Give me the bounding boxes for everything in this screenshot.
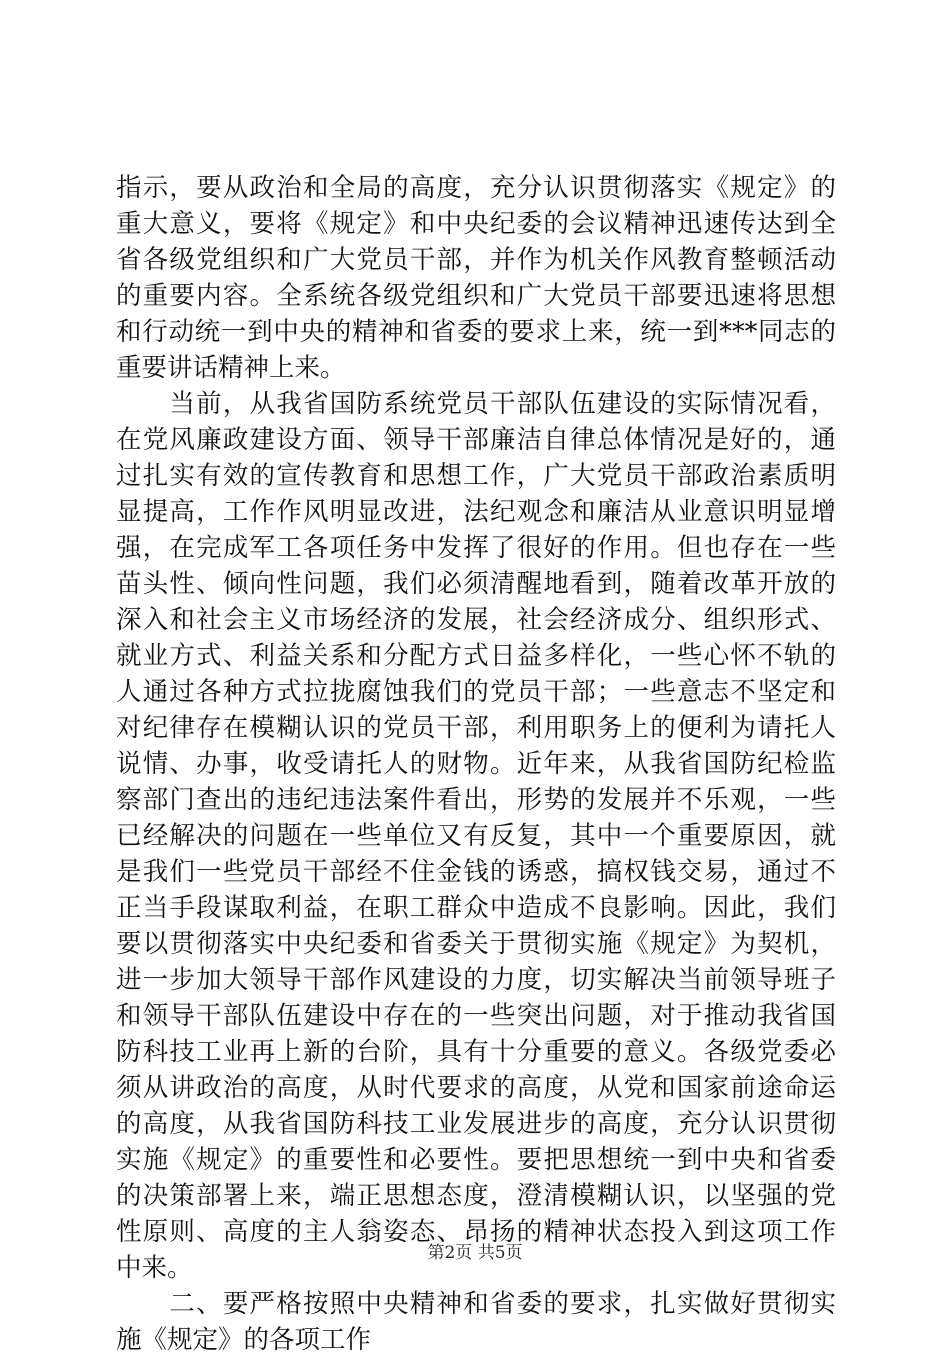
text-line: 进一步加大领导干部作风建设的力度，切实解决当前领导班子: [116, 965, 836, 995]
text-line: 说情、办事，收受请托人的财物。近年来，从我省国防纪检监: [116, 749, 836, 779]
text-line: 在党风廉政建设方面、领导干部廉洁自律总体情况是好的，通: [116, 425, 836, 455]
text-line: 的重要内容。全系统各级党组织和广大党员干部要迅速将思想: [116, 281, 836, 311]
text-line: 和行动统一到中央的精神和省委的要求上来，统一到***同志的: [116, 317, 836, 347]
text-line: 就业方式、利益关系和分配方式日益多样化，一些心怀不轨的: [116, 641, 836, 671]
text-line: 防科技工业再上新的台阶，具有十分重要的意义。各级党委必: [116, 1037, 836, 1067]
text-line: 指示，要从政治和全局的高度，充分认识贯彻落实《规定》的: [116, 173, 836, 203]
text-line: 苗头性、倾向性问题，我们必须清醒地看到，随着改革开放的: [116, 569, 836, 599]
text-line: 已经解决的问题在一些单位又有反复，其中一个重要原因，就: [116, 821, 836, 851]
text-line: 中来。: [116, 1253, 193, 1283]
text-line: 的决策部署上来，端正思想态度，澄清模糊认识，以坚强的党: [116, 1181, 836, 1211]
text-line: 省各级党组织和广大党员干部，并作为机关作风教育整顿活动: [116, 245, 836, 275]
text-line: 二、要严格按照中央精神和省委的要求，扎实做好贯彻实: [116, 1289, 836, 1319]
text-line: 当前，从我省国防系统党员干部队伍建设的实际情况看，: [116, 389, 836, 419]
text-line: 人通过各种方式拉拢腐蚀我们的党员干部；一些意志不坚定和: [116, 677, 836, 707]
text-line: 强，在完成军工各项任务中发挥了很好的作用。但也存在一些: [116, 533, 836, 563]
text-line: 实施《规定》的重要性和必要性。要把思想统一到中央和省委: [116, 1145, 836, 1175]
text-line: 须从讲政治的高度，从时代要求的高度，从党和国家前途命运: [116, 1073, 836, 1103]
text-line: 施《规定》的各项工作: [116, 1325, 372, 1355]
text-line: 要以贯彻落实中央纪委和省委关于贯彻实施《规定》为契机，: [116, 929, 836, 959]
text-line: 显提高，工作作风明显改进，法纪观念和廉洁从业意识明显增: [116, 497, 836, 527]
text-line: 重大意义，要将《规定》和中央纪委的会议精神迅速传达到全: [116, 209, 836, 239]
text-line: 察部门查出的违纪违法案件看出，形势的发展并不乐观，一些: [116, 785, 836, 815]
text-line: 性原则、高度的主人翁姿态、昂扬的精神状态投入到这项工作: [116, 1217, 836, 1247]
page-number-footer: 第2页 共5页: [427, 1243, 523, 1263]
text-line: 深入和社会主义市场经济的发展，社会经济成分、组织形式、: [116, 605, 836, 635]
text-line: 的高度，从我省国防科技工业发展进步的高度，充分认识贯彻: [116, 1109, 836, 1139]
text-line: 是我们一些党员干部经不住金钱的诱惑，搞权钱交易，通过不: [116, 857, 836, 887]
text-line: 对纪律存在模糊认识的党员干部，利用职务上的便利为请托人: [116, 713, 836, 743]
text-line: 正当手段谋取利益，在职工群众中造成不良影响。因此，我们: [116, 893, 836, 923]
text-line: 过扎实有效的宣传教育和思想工作，广大党员干部政治素质明: [116, 461, 836, 491]
text-line: 重要讲话精神上来。: [116, 353, 346, 383]
document-body: [116, 170, 836, 1358]
text-line: 和领导干部队伍建设中存在的一些突出问题，对于推动我省国: [116, 1001, 836, 1031]
